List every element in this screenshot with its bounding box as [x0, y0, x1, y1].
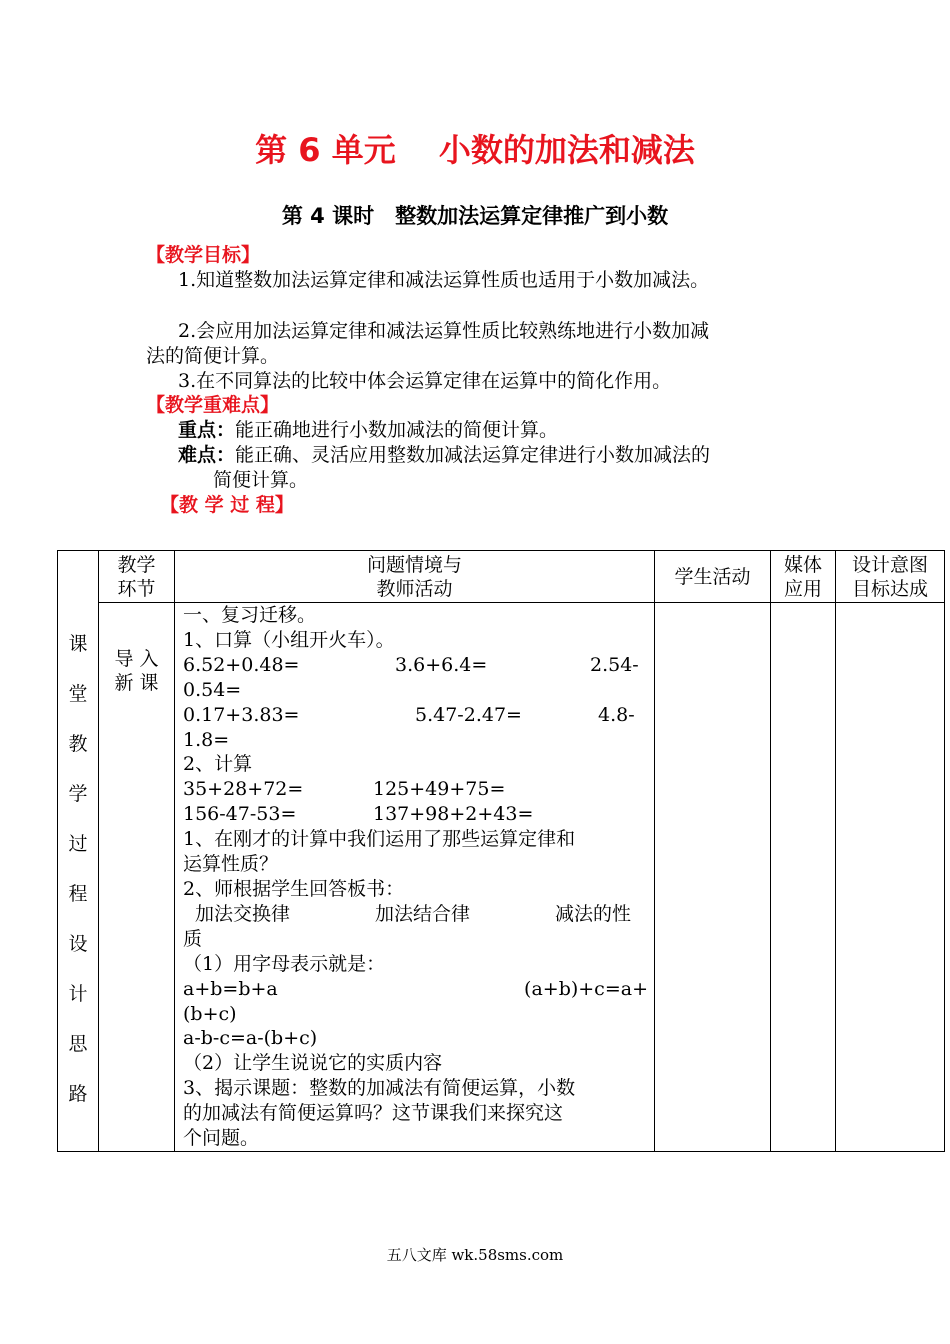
focus-text: 能正确地进行小数加减法的简便计算。	[235, 419, 559, 441]
footer-watermark: 五八文库 wk.58sms.com	[386, 1246, 564, 1264]
objectives-heading: 【教学目标】	[146, 244, 261, 266]
difficulty-line	[178, 442, 710, 468]
header-stage: 教学 环节	[99, 551, 175, 603]
lesson-table	[57, 550, 945, 1152]
process-heading: 【教 学 过 程】	[160, 494, 294, 516]
media-cell	[771, 603, 836, 1152]
objective-1: 1.知道整数加法运算定律和减法运算性质也适用于小数加减法。	[178, 269, 710, 291]
key-points-heading: 【教学重难点】	[146, 394, 280, 416]
header-activity: 问题情境与 教师活动	[175, 551, 655, 603]
objective-3: 3.在不同算法的比较中体会运算定律在运算中的简化作用。	[178, 370, 672, 392]
difficulty-text: 能正确、灵活应用整数加减法运算定律进行小数加减法的	[235, 444, 711, 466]
side-label: 课 堂 教 学 过 程 设 计 思 路	[58, 551, 99, 1152]
objective-2: 2.会应用加法运算定律和减法运算性质比较熟练地进行小数加减	[178, 320, 710, 342]
teacher-activity-cell: 一、复习迁移。 1、口算（小组开火车）。 6.52+0.48= 3.6+6.4= 2.54- 0.54= 0.17+3.83= 5.47-2.47= 4.8- 1.8= 2、计算 35+28+72= 125+49+75= 156-47-53= 137+98+2+43= 1、在刚才的计算中我们运用了那些运算定律和 运算性质？ 2、师根据学生回答板书： 加法交换律 加法结合律 减法的性 质 （1）用字母表示就是： a+b=b+a (a+b)+c=a+ (b+c) a-b-c=a-(b+c) （2）让学生说说它的实质内容 3、揭示课题：整数的加减法有简便运算，小数 的加减法有简便运算吗？这节课我们来探究这 个问题。	[175, 603, 655, 1152]
difficulty-text-cont: 简便计算。	[213, 469, 309, 491]
header-design: 设计意图 目标达成	[836, 551, 945, 603]
difficulty-label: 难点：	[178, 444, 236, 466]
focus-line	[178, 417, 558, 443]
header-student: 学生活动	[655, 551, 771, 603]
student-activity-cell	[655, 603, 771, 1152]
header-media: 媒体 应用	[771, 551, 836, 603]
lesson-subtitle: 第 4 课时 整数加法运算定律推广到小数	[281, 204, 669, 228]
objective-2-cont: 法的简便计算。	[146, 345, 280, 367]
page-title: 第 6 单元 小数的加法和减法	[255, 131, 695, 169]
section-label: 导 入 新 课	[99, 603, 175, 1152]
design-cell	[836, 603, 945, 1152]
focus-label: 重点：	[178, 419, 236, 441]
